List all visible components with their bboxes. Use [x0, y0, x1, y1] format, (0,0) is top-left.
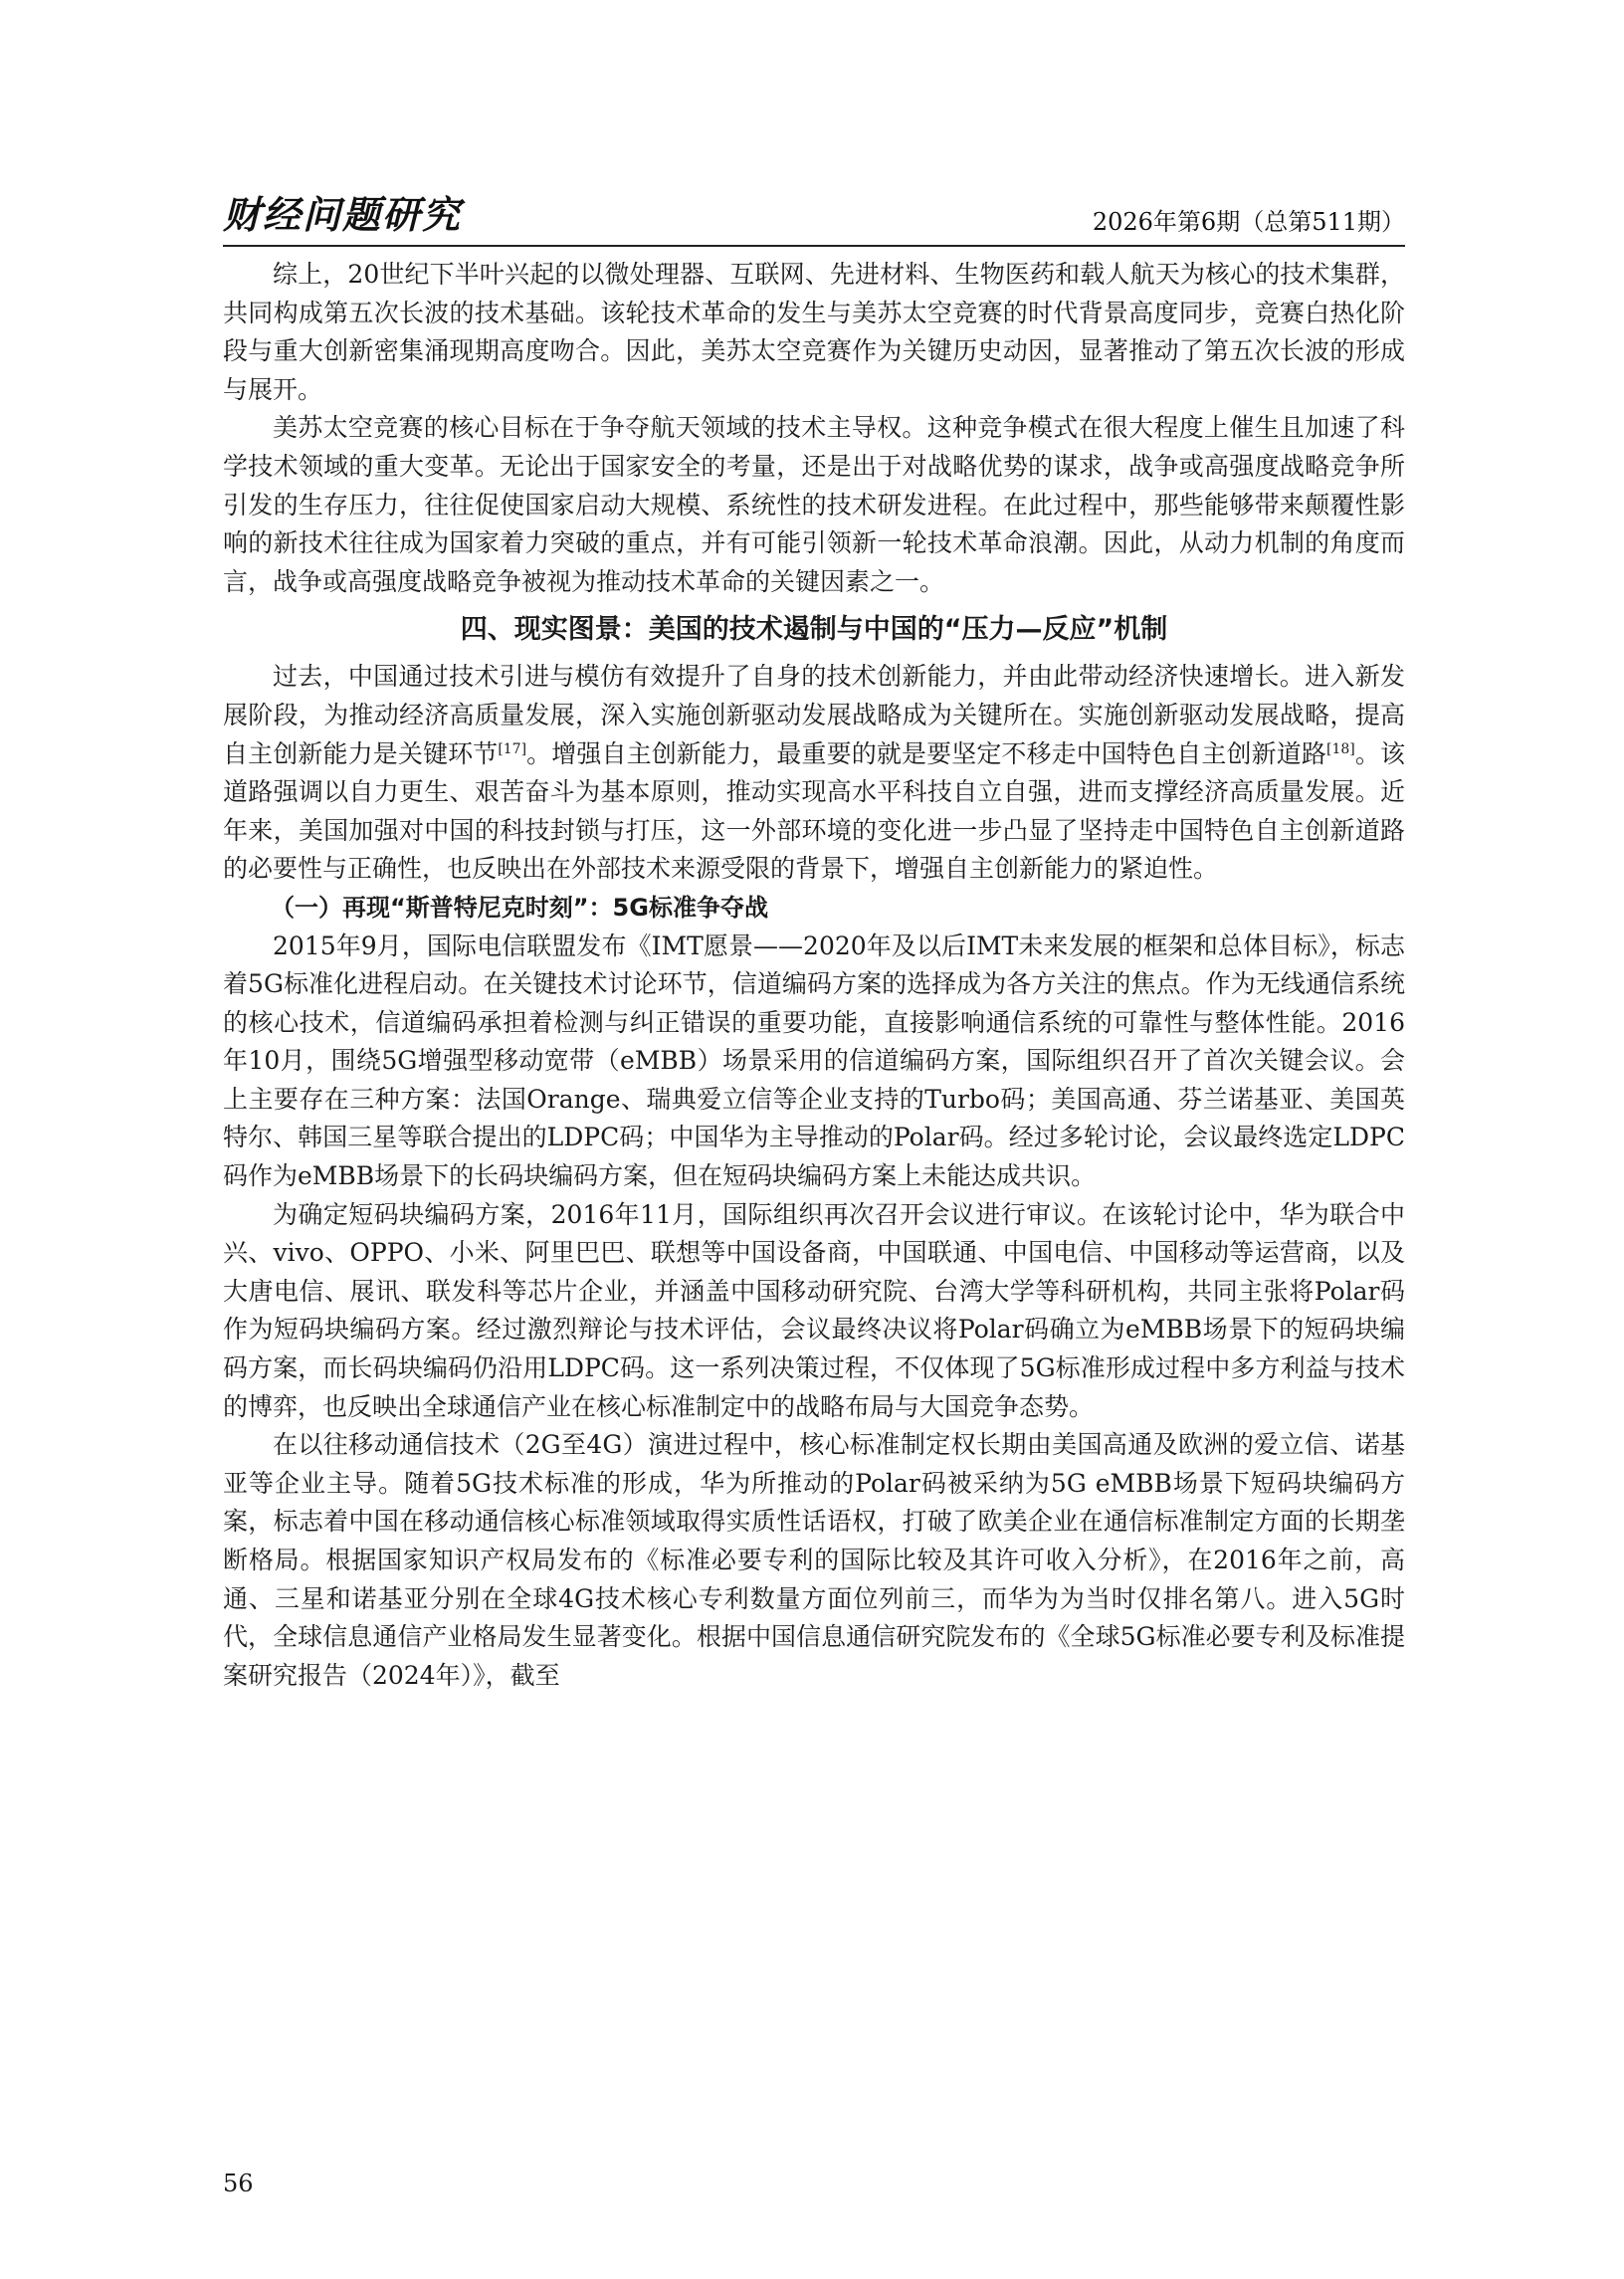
paragraph — [223, 658, 1405, 889]
page-number: 56 — [223, 2170, 254, 2197]
paragraph: 在以往移动通信技术（2G至4G）演进过程中，核心标准制定权长期由美国高通及欧洲的爱立信、诺基亚等企业主导。随着5G技术标准的形成，华为所推动的Polar码被采纳为5G eMBB场景下短码块编码方案，标志着中国在移动通信核心标准领域取得实质性话语权，打破了欧美企业在通信标准制定方面的长期垄断格局。根据国家知识产权局发布的《标准必要专利的国际比较及其许可收入分析》，在2016年之前，高通、三星和诺基亚分别在全球4G技术核心专利数量方面位列前三，而华为为当时仅排名第八。进入5G时代，全球信息通信产业格局发生显著变化。根据中国信息通信研究院发布的《全球5G标准必要专利及标准提案研究报告（2024年）》，截至 — [223, 1430, 1405, 1690]
citation-ref[interactable]: [18] — [1325, 740, 1355, 757]
paragraph: 综上，20世纪下半叶兴起的以微处理器、互联网、先进材料、生物医药和载人航天为核心的技术集群，共同构成第五次长波的技术基础。该轮技术革命的发生与美苏太空竞赛的时代背景高度同步，竞赛白热化阶段与重大创新密集涌现期高度吻合。因此，美苏太空竞赛作为关键历史动因，显著推动了第五次长波的形成与展开。 — [223, 260, 1405, 404]
header-rule — [223, 245, 1405, 247]
paragraph: 为确定短码块编码方案，2016年11月，国际组织再次召开会议进行审议。在该轮讨论中，华为联合中兴、vivo、OPPO、小米、阿里巴巴、联想等中国设备商，中国联通、中国电信、中国移动等运营商，以及大唐电信、展讯、联发科等芯片企业，并涵盖中国移动研究院、台湾大学等科研机构，共同主张将Polar码作为短码块编码方案。经过激烈辩论与技术评估，会议最终决议将Polar码确立为eMBB场景下的短码块编码方案，而长码块编码仍沿用LDPC码。这一系列决策过程，不仅体现了5G标准形成过程中多方利益与技术的博弈，也反映出全球通信产业在核心标准制定中的战略布局与大国竞争态势。 — [223, 1199, 1405, 1421]
article-body — [223, 256, 1405, 1695]
paragraph-text: 过去，中国通过技术引进与模仿有效提升了自身的技术创新能力，并由此带动经济快速增长。进入新发展阶段，为推动经济高质量发展，深入实施创新驱动发展战略成为关键所在。实施创新驱动发展战略，提高自主创新能力是关键环节 — [223, 662, 1405, 768]
subsection-title: （一）再现“斯普特尼克时刻”：5G标准争夺战 — [271, 893, 768, 922]
issue-info: 2026年第6期（总第511期） — [1092, 208, 1405, 236]
paragraph: 美苏太空竞赛的核心目标在于争夺航天领域的技术主导权。这种竞争模式在很大程度上催生且加速了科学技术领域的重大变革。无论出于国家安全的考量，还是出于对战略优势的谋求，战争或高强度战略竞争所引发的生存压力，往往促使国家启动大规模、系统性的技术研发进程。在此过程中，那些能够带来颠覆性影响的新技术往往成为国家着力突破的重点，并有可能引领新一轮技术革命浪潮。因此，从动力机制的角度而言，战争或高强度战略竞争被视为推动技术革命的关键因素之一。 — [223, 413, 1405, 596]
paragraph: 2015年9月，国际电信联盟发布《IMT愿景——2020年及以后IMT未来发展的框架和总体目标》，标志着5G标准化进程启动。在关键技术讨论环节，信道编码方案的选择成为各方关注的焦点。作为无线通信系统的核心技术，信道编码承担着检测与纠正错误的重要功能，直接影响通信系统的可靠性与整体性能。2016年10月，围绕5G增强型移动宽带（eMBB）场景采用的信道编码方案，国际组织召开了首次关键会议。会上主要存在三种方案：法国Orange、瑞典爱立信等企业支持的Turbo码；美国高通、芬兰诺基亚、美国英特尔、韩国三星等联合提出的LDPC码；中国华为主导推动的Polar码。经过多轮讨论，会议最终选定LDPC码作为eMBB场景下的长码块编码方案，但在短码块编码方案上未能达成共识。 — [223, 931, 1405, 1191]
paragraph-text: 。该道路强调以自力更生、艰苦奋斗为基本原则，推动实现高水平科技自立自强，进而支撑经济高质量发展。近年来，美国加强对中国的科技封锁与打压，这一外部环境的变化进一步凸显了坚持走中国特色自主创新道路的必要性与正确性，也反映出在外部技术来源受限的背景下，增强自主创新能力的紧迫性。 — [223, 738, 1405, 884]
section-title: 四、现实图景：美国的技术遏制与中国的“压力—反应”机制 — [460, 614, 1168, 646]
journal-logo: 财经问题研究 — [223, 193, 463, 237]
running-header — [223, 193, 1405, 245]
citation-ref[interactable]: [17] — [498, 740, 527, 757]
paragraph-text: 。增强自主创新能力，最重要的就是要坚定不移走中国特色自主创新道路 — [526, 738, 1326, 768]
